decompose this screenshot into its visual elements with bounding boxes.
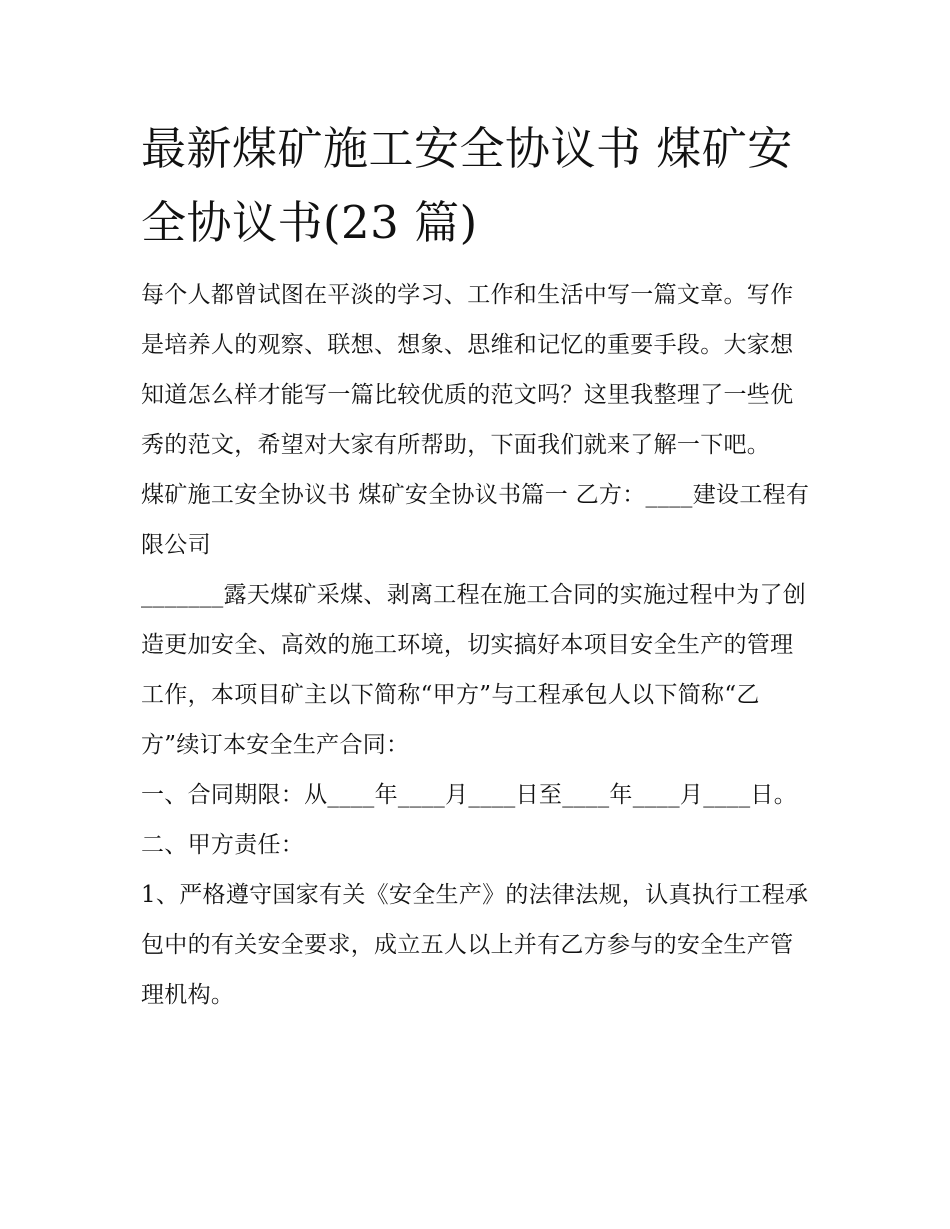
document-body [141, 112, 813, 1020]
intro-paragraph: 每个人都曾试图在平淡的学习、工作和生活中写一篇文章。写作是培养人的观察、联想、想象、思维和记忆的重要手段。大家想知道怎么样才能写一篇比较优质的范文吗？这里我整理了一些优秀的范文，希望对大家有所帮助，下面我们就来了解一下吧。 [141, 282, 794, 458]
section-heading-paragraph: 煤矿施工安全协议书 煤矿安全协议书篇一 乙方：____建设工程有限公司 [141, 482, 810, 558]
document-title: 最新煤矿施工安全协议书 煤矿安全协议书(23 篇) [141, 122, 793, 249]
contract-term-paragraph: 一、合同期限：从____年____月____日至____年____月____日。 二、甲方责任： [141, 782, 797, 858]
preamble-paragraph: _______露天煤矿采煤、剥离工程在施工合同的实施过程中为了创造更加安全、高效的施工环境，切实搞好本项目安全生产的管理工作，本项目矿主以下简称“甲方”与工程承包人以下简称“乙方”续订本安全生产合同： [141, 582, 807, 758]
clause-1-paragraph: 1、严格遵守国家有关《安全生产》的法律法规，认真执行工程承包中的有关安全要求，成立五人以上并有乙方参与的安全生产管理机构。 [141, 882, 809, 1008]
